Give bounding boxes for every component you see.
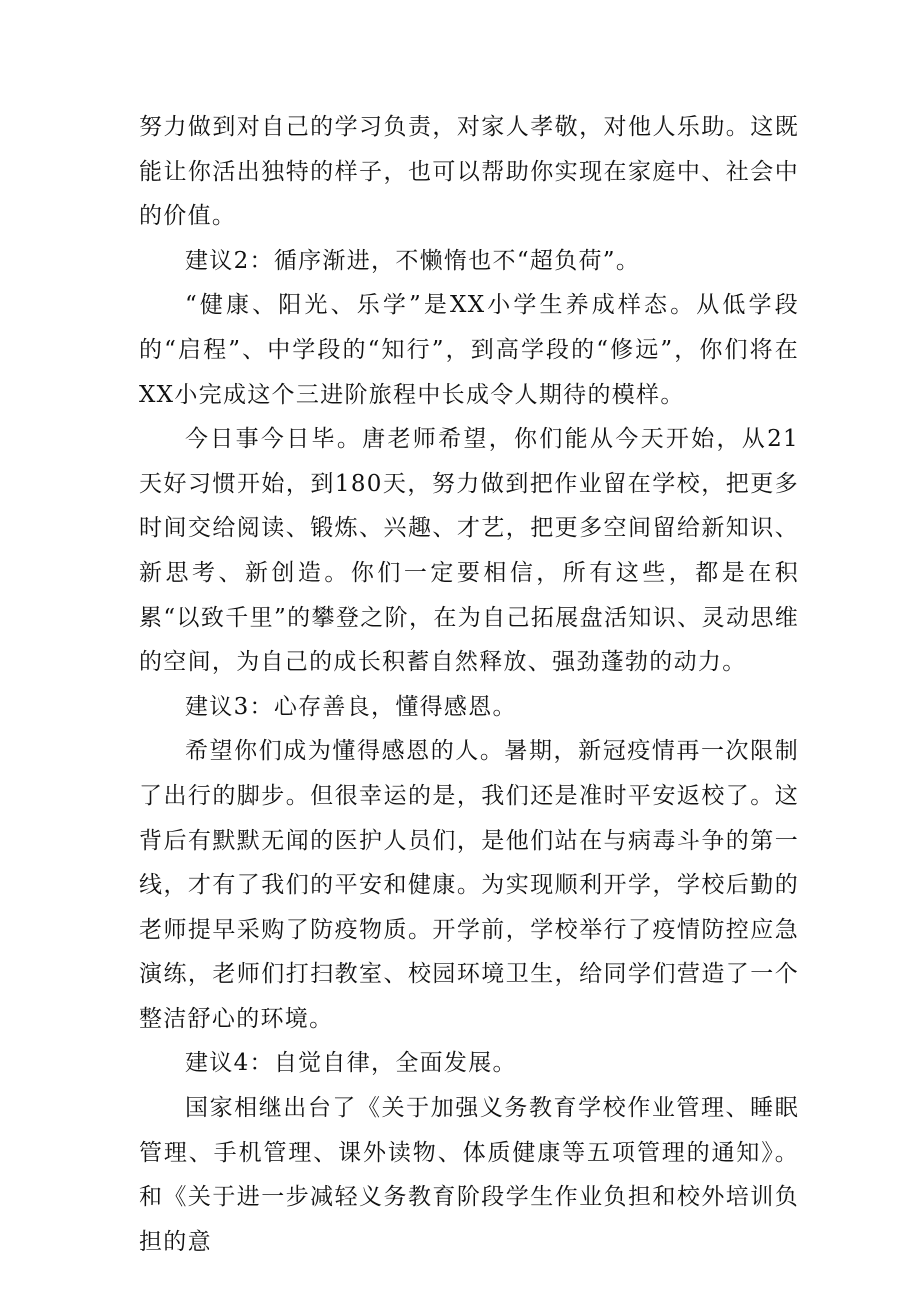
document-body <box>139 105 799 1264</box>
paragraph-policy: 国家相继出台了《关于加强义务教育学校作业管理、睡眠管理、手机管理、课外读物、体质健康等五项管理的通知》。和《关于进一步减轻义务教育阶段学生作业负担和校外培训负担的意 <box>139 1095 799 1255</box>
paragraph-school-vision: “健康、阳光、乐学”是XX小学生养成样态。从低学段的“启程”、中学段的“知行”，到高学段的“修远”，你们将在XX小完成这个三进阶旅程中长成令人期待的模样。 <box>139 292 799 408</box>
paragraph-habits: 今日事今日毕。唐老师希望，你们能从今天开始，从21天好习惯开始，到180天，努力做到把作业留在学校，把更多时间交给阅读、锻炼、兴趣、才艺，把更多空间留给新知识、新思考、新创造。你们一定要相信，所有这些，都是在积累“以致千里”的攀登之阶，在为自己拓展盘活知识、灵动思维的空间，为自己的成长积蓄自然释放、强劲蓬勃的动力。 <box>139 426 799 676</box>
paragraph-gratitude: 希望你们成为懂得感恩的人。暑期，新冠疫情再一次限制了出行的脚步。但很幸运的是，我们还是准时平安返校了。这背后有默默无闻的医护人员们，是他们站在与病毒斗争的第一线，才有了我们的平安和健康。为实现顺利开学，学校后勤的老师提早采购了防疫物质。开学前，学校举行了疫情防控应急演练，老师们打扫教室、校园环境卫生，给同学们营造了一个整洁舒心的环境。 <box>139 738 799 1032</box>
paragraph-continued: 努力做到对自己的学习负责，对家人孝敬，对他人乐助。这既能让你活出独特的样子，也可以帮助你实现在家庭中、社会中的价值。 <box>139 114 799 230</box>
heading-suggestion-4: 建议4：自觉自律，全面发展。 <box>185 1050 517 1077</box>
heading-suggestion-2: 建议2：循序渐进，不懒惰也不“超负荷”。 <box>185 247 641 274</box>
heading-suggestion-3: 建议3：心存善良，懂得感恩。 <box>185 693 517 720</box>
